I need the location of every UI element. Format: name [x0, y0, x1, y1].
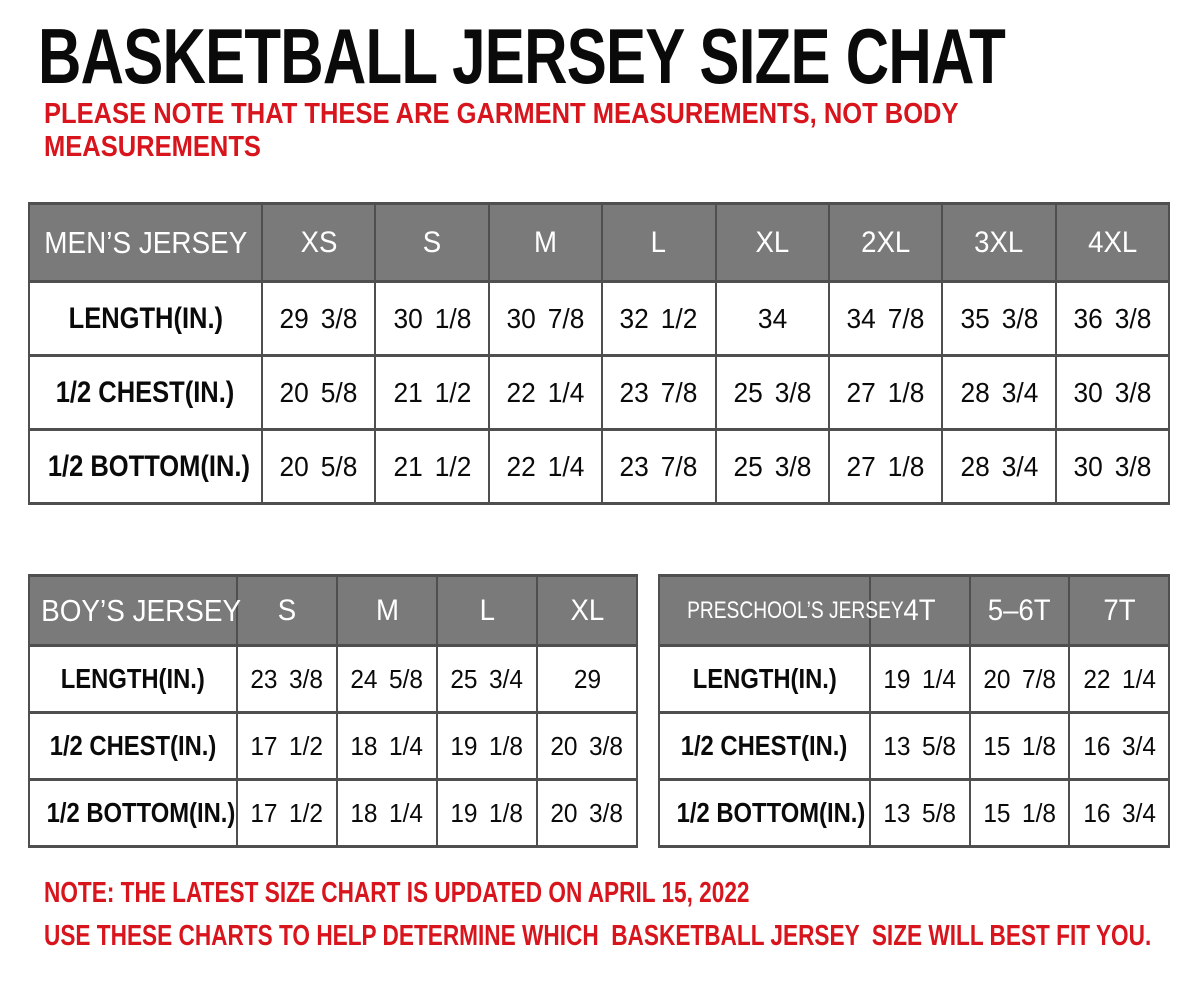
value-cell: 27 1/8 — [829, 356, 942, 430]
table-row — [29, 646, 637, 713]
table-row — [29, 356, 1169, 430]
value-cell: 22 1/4 — [489, 430, 602, 504]
mens-header-row — [29, 204, 1169, 282]
value-cell: 19 1/8 — [437, 780, 537, 847]
row-label-cell: LENGTH(IN.) — [29, 282, 262, 356]
update-date-note: NOTE: THE LATEST SIZE CHART IS UPDATED ON APRIL 15, 2022 — [44, 877, 750, 909]
boys-header-row — [29, 576, 637, 646]
value-cell: 22 1/4 — [489, 356, 602, 430]
value-cell: 20 7/8 — [970, 646, 1070, 713]
value-cell: 30 1/8 — [375, 282, 488, 356]
value-cell: 24 5/8 — [337, 646, 437, 713]
value-cell: 17 1/2 — [237, 713, 337, 780]
boys-jersey-table — [28, 574, 638, 848]
value-cell: 23 7/8 — [602, 356, 715, 430]
size-col-header: 5–6T — [970, 576, 1070, 646]
size-col-header: 4XL — [1056, 204, 1169, 282]
preschool-header-row — [659, 576, 1169, 646]
mens-table-title: MEN’S JERSEY — [43, 224, 248, 260]
boys-table-title-cell — [29, 576, 242, 646]
preschool-jersey-table — [658, 574, 1170, 848]
size-col-header: L — [602, 204, 715, 282]
value-cell: 28 3/4 — [942, 356, 1055, 430]
value-cell: 25 3/8 — [716, 356, 829, 430]
value-cell: 15 1/8 — [970, 780, 1070, 847]
value-cell: 22 1/4 — [1069, 646, 1169, 713]
value-cell: 18 1/4 — [337, 713, 437, 780]
row-label-cell: LENGTH(IN.) — [29, 646, 237, 713]
value-cell: 20 3/8 — [537, 780, 637, 847]
value-cell: 20 3/8 — [537, 713, 637, 780]
preschool-table-title-cell — [659, 576, 904, 646]
row-label-cell: 1/2 BOTTOM(IN.) — [659, 780, 870, 847]
size-col-header: S — [375, 204, 488, 282]
value-cell: 20 5/8 — [262, 356, 375, 430]
value-cell: 17 1/2 — [237, 780, 337, 847]
value-cell: 23 3/8 — [237, 646, 337, 713]
table-row — [29, 713, 637, 780]
mens-jersey-table — [28, 202, 1170, 505]
row-label-cell: 1/2 BOTTOM(IN.) — [29, 430, 262, 504]
size-col-header: XL — [537, 576, 637, 646]
value-cell: 30 3/8 — [1056, 430, 1169, 504]
value-cell: 25 3/8 — [716, 430, 829, 504]
usage-note: USE THESE CHARTS TO HELP DETERMINE WHICH BASKETBALL JERSEY SIZE WILL BEST FIT YOU. — [44, 920, 1152, 952]
size-col-header: 4T — [870, 576, 970, 646]
value-cell: 29 — [537, 646, 637, 713]
value-cell: 34 — [716, 282, 829, 356]
table-row — [659, 780, 1169, 847]
preschool-table-title: PRESCHOOL’S JERSEY — [687, 596, 904, 624]
value-cell: 34 7/8 — [829, 282, 942, 356]
value-cell: 30 7/8 — [489, 282, 602, 356]
value-cell: 15 1/8 — [970, 713, 1070, 780]
value-cell: 30 3/8 — [1056, 356, 1169, 430]
value-cell: 16 3/4 — [1069, 780, 1169, 847]
value-cell: 27 1/8 — [829, 430, 942, 504]
value-cell: 19 1/8 — [437, 713, 537, 780]
value-cell: 21 1/2 — [375, 356, 488, 430]
value-cell: 28 3/4 — [942, 430, 1055, 504]
boys-table-title: BOY’S JERSEY — [41, 592, 242, 628]
row-label-cell: 1/2 CHEST(IN.) — [29, 713, 237, 780]
value-cell: 32 1/2 — [602, 282, 715, 356]
value-cell: 19 1/4 — [870, 646, 970, 713]
value-cell: 25 3/4 — [437, 646, 537, 713]
value-cell: 18 1/4 — [337, 780, 437, 847]
table-row — [29, 780, 637, 847]
value-cell: 36 3/8 — [1056, 282, 1169, 356]
size-col-header: 3XL — [942, 204, 1055, 282]
row-label-cell: LENGTH(IN.) — [659, 646, 870, 713]
table-row — [659, 646, 1169, 713]
table-row — [659, 713, 1169, 780]
table-row — [29, 282, 1169, 356]
garment-measurements-note: PLEASE NOTE THAT THESE ARE GARMENT MEASUREMENTS, NOT BODY MEASUREMENTS — [44, 98, 959, 163]
size-col-header: XS — [262, 204, 375, 282]
size-col-header: XL — [716, 204, 829, 282]
value-cell: 23 7/8 — [602, 430, 715, 504]
size-col-header: 2XL — [829, 204, 942, 282]
size-col-header: S — [237, 576, 337, 646]
table-row — [29, 430, 1169, 504]
mens-table-title-cell — [29, 204, 262, 282]
value-cell: 29 3/8 — [262, 282, 375, 356]
value-cell: 13 5/8 — [870, 713, 970, 780]
value-cell: 21 1/2 — [375, 430, 488, 504]
size-col-header: M — [337, 576, 437, 646]
size-col-header: M — [489, 204, 602, 282]
value-cell: 13 5/8 — [870, 780, 970, 847]
row-label-cell: 1/2 BOTTOM(IN.) — [29, 780, 237, 847]
value-cell: 16 3/4 — [1069, 713, 1169, 780]
row-label-cell: 1/2 CHEST(IN.) — [659, 713, 870, 780]
page-title: BASKETBALL JERSEY SIZE CHAT — [38, 12, 1006, 100]
size-col-header: L — [437, 576, 537, 646]
row-label-cell: 1/2 CHEST(IN.) — [29, 356, 262, 430]
value-cell: 35 3/8 — [942, 282, 1055, 356]
value-cell: 20 5/8 — [262, 430, 375, 504]
size-col-header: 7T — [1069, 576, 1169, 646]
